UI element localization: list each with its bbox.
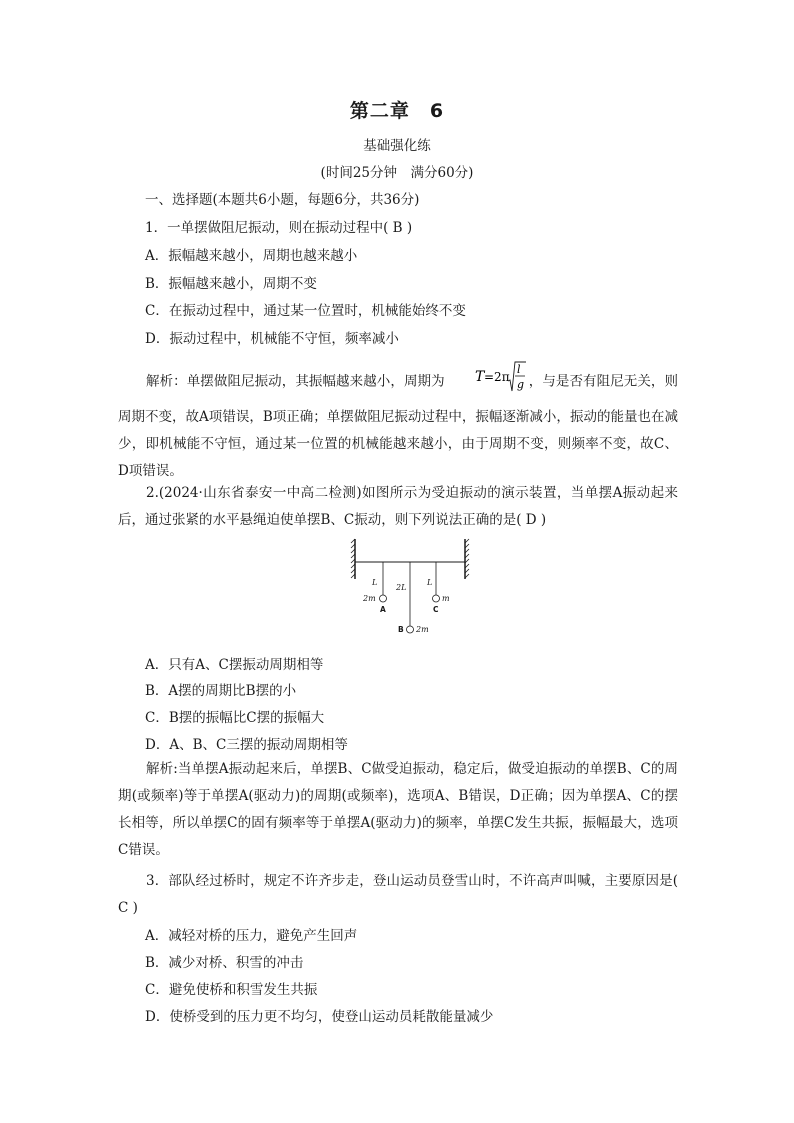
question-1-option-d: D．振动过程中，机械能不守恒，频率减小: [145, 331, 399, 347]
question-3-option-a: A．减轻对桥的压力，避免产生回声: [145, 928, 358, 944]
question-1-option-b: B．振幅越来越小，周期不变: [145, 276, 317, 292]
left-wall: [351, 539, 355, 579]
analysis-text-after: ，与是否有阻尼无关，则周期不变，故A项错误，B项正确；单摆做阻尼振动过程中，振幅逐渐减小，振动的能量也在减少，即机械能不守恒，通过某一位置的机械能越来越小，由于周期不变，则频率不变，故C、D项错误。: [118, 373, 679, 479]
question-2-option-b: B．A摆的周期比B摆的小: [145, 683, 297, 699]
question-3-option-b: B．减少对桥、积雪的冲击: [145, 955, 304, 971]
chapter-title: 第二章 6: [349, 100, 445, 122]
question-2-option-a: A．只有A、C摆振动周期相等: [145, 657, 324, 673]
period-formula: [447, 360, 527, 404]
question-2-option-c: C．B摆的振幅比C摆的振幅大: [145, 710, 325, 726]
right-wall: [465, 539, 469, 579]
label-mass-c: m: [442, 594, 450, 603]
label-length-a: L: [372, 578, 378, 587]
formula-eq: =2π: [483, 370, 510, 384]
question-2-analysis: 解析:当单摆A振动起来后，单摆B、C做受迫振动，稳定后，做受迫振动的单摆B、C的周期(或频率)等于单摆A(驱动力)的周期(或频率)，选项A、B错误，D正确；因为单摆A、C的摆长相等，所以单摆C的固有频率等于单摆A(驱动力)的频率，单摆C发生共振，振幅最大，选项C错误。: [118, 761, 678, 858]
question-3-option-c: C．避免使桥和积雪发生共振: [145, 982, 318, 998]
question-1-analysis: [118, 360, 678, 485]
label-mass-b: 2m: [416, 625, 429, 634]
time-score-info: (时间25分钟 满分60分): [320, 165, 474, 181]
question-1-option-c: C．在振动过程中，通过某一位置时，机械能始终不变: [145, 303, 466, 319]
question-2-stem: 2.(2024·山东省泰安一中高二检测)如图所示为受迫振动的演示装置，当单摆A振动起来后，通过张紧的水平悬绳迫使单摆B、C振动，则下列说法正确的是( D ): [118, 485, 678, 528]
pendulum-b-bob: [407, 626, 414, 633]
formula-t: T: [474, 369, 485, 385]
pendulum-c-bob: [433, 595, 440, 602]
formula-denominator: g: [516, 378, 524, 391]
label-length-c: L: [427, 578, 433, 587]
section-heading: 一、选择题(本题共6小题，每题6分，共36分): [145, 192, 420, 208]
section-subtitle: 基础强化练: [363, 138, 431, 154]
label-length-b: 2L: [396, 583, 407, 592]
question-3-option-d: D．使桥受到的压力更不均匀，使登山运动员耗散能量减少: [145, 1009, 494, 1025]
question-1-stem: 1．一单摆做阻尼振动，则在振动过程中( B ): [145, 220, 413, 236]
label-pendulum-b: B: [398, 625, 404, 634]
label-pendulum-a: A: [380, 605, 386, 614]
question-2-option-d: D．A、B、C三摆的振动周期相等: [145, 737, 348, 753]
formula-numerator: l: [516, 363, 521, 376]
analysis-text-before: 解析：单摆做阻尼振动，其振幅越来越小，周期为: [146, 373, 445, 390]
pendulum-diagram: [350, 537, 470, 639]
question-3-stem: 3．部队经过桥时，规定不许齐步走，登山运动员登雪山时，不许高声叫喊，主要原因是( C ): [118, 873, 678, 916]
pendulum-a-bob: [380, 595, 387, 602]
question-1-option-a: A．振幅越来越小，周期也越来越小: [145, 248, 358, 264]
label-pendulum-c: C: [433, 605, 439, 614]
label-mass-a: 2m: [363, 594, 376, 603]
